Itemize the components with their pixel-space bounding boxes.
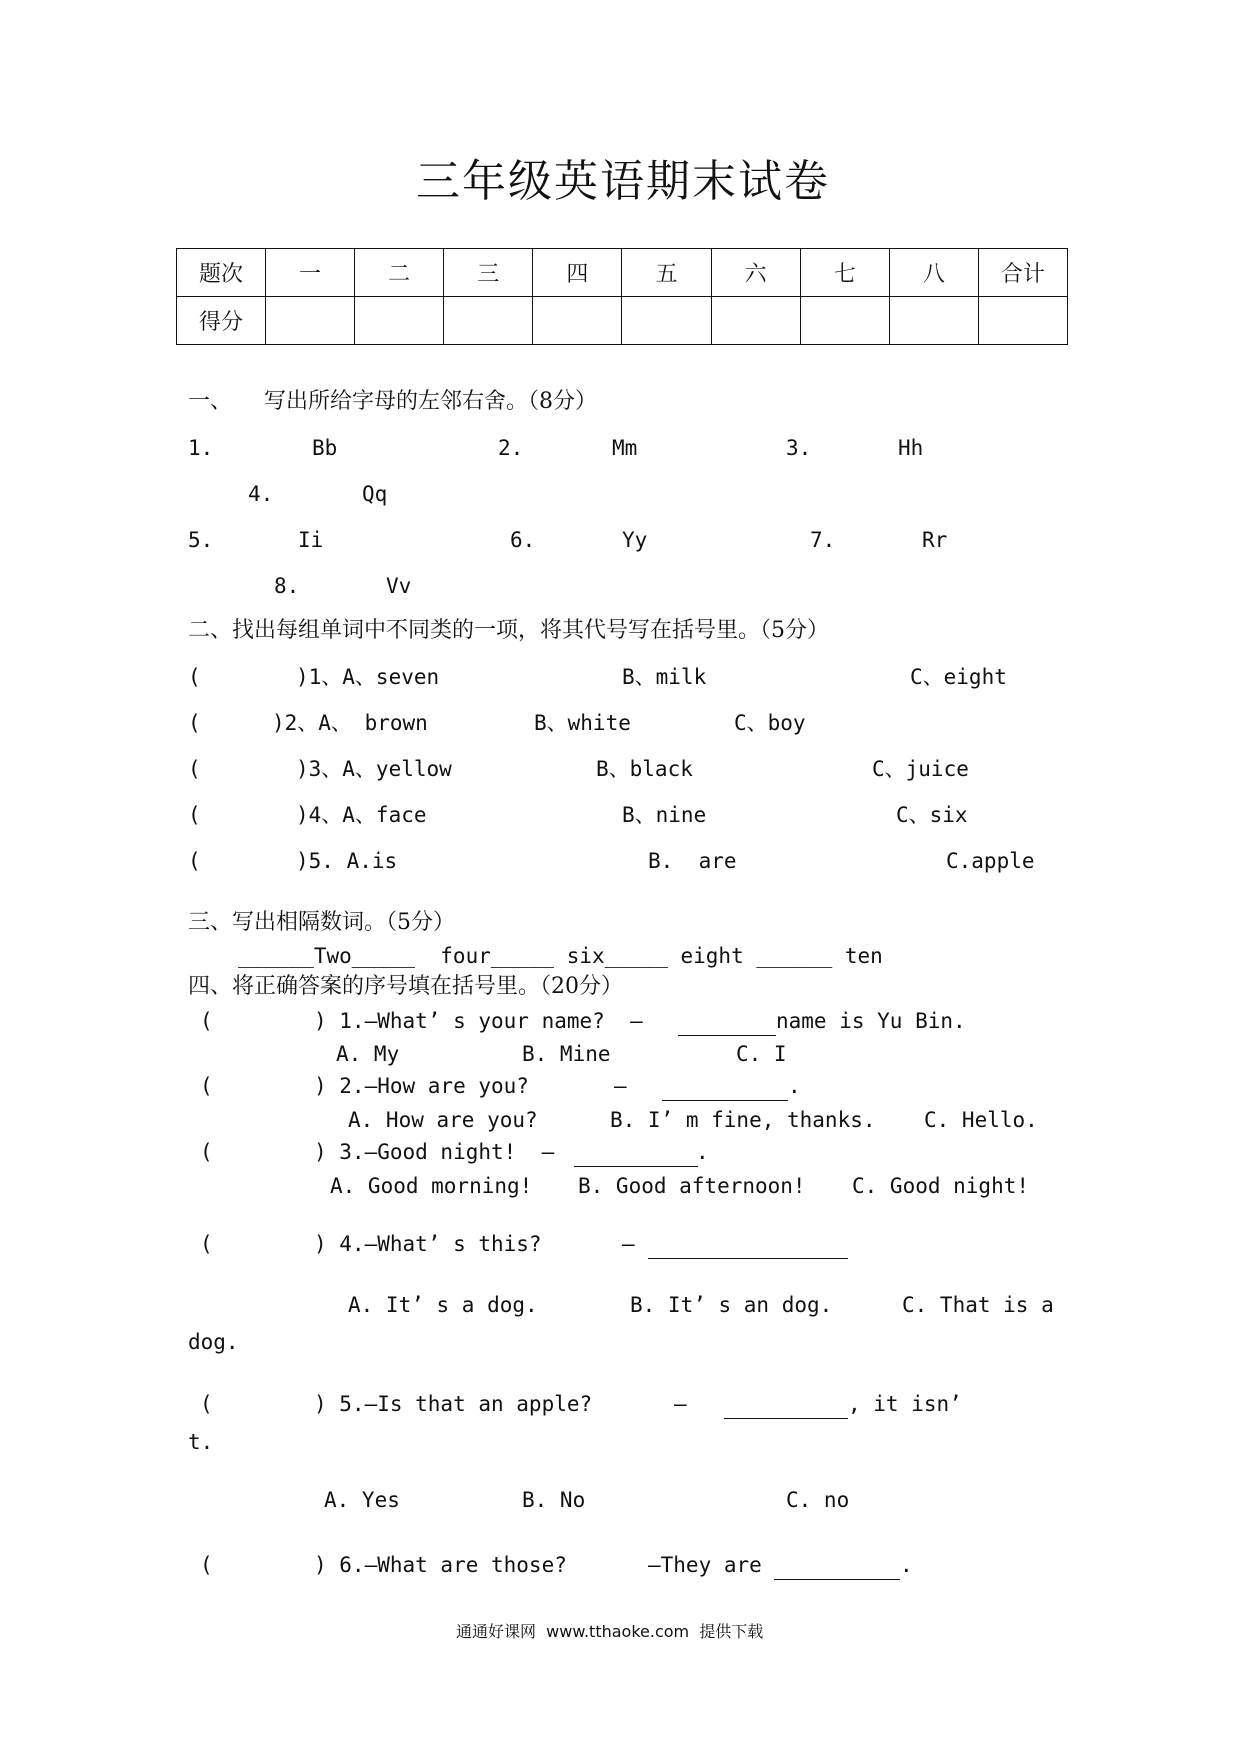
option-b: B. I’ m fine, thanks. [610,1108,876,1132]
letter-item-letter: Yy [622,528,648,552]
option-b: B. It’ s an dog. [630,1293,833,1317]
question-stem: ) 6.—What are those? [314,1553,567,1577]
answer-paren[interactable]: ( [200,1009,213,1033]
answer-blank[interactable] [724,1394,848,1419]
option-a: A. My [336,1042,400,1066]
option-b: B. Mine [522,1042,611,1066]
answer-paren[interactable]: ( [200,1232,213,1256]
letter-item-num: 7. [810,528,836,552]
option-c: C、six [896,803,968,827]
score-row-label: 得分 [177,297,266,345]
question-tail: , it isn’ [848,1392,962,1416]
letter-item-letter: Vv [386,574,412,598]
question-stem: ) 4.—What’ s this? [314,1232,542,1256]
score-table [176,248,1068,345]
score-header-cell: 一 [266,249,355,297]
score-table-header-row [177,249,1068,297]
option-a: A. How are you? [348,1108,538,1132]
score-input-cell[interactable] [800,297,889,345]
question-stem: ) 3.—Good night! — [314,1140,555,1164]
question-tail: name is Yu Bin. [776,1009,966,1033]
answer-paren[interactable]: ( [188,711,201,735]
letter-item-letter: Bb [312,436,338,460]
answer-blank[interactable] [678,1011,776,1036]
dash: — [622,1232,635,1256]
answer-paren[interactable]: ( [188,665,201,689]
option-c: C. Hello. [924,1108,1038,1132]
score-header-cell: 二 [355,249,444,297]
dash: — [614,1074,627,1098]
answer-paren[interactable]: ( [188,803,201,827]
dash: — [674,1392,687,1416]
question-stem: )1、A、seven [296,665,440,689]
letter-item-num: 8. [274,574,300,598]
section4-heading: 四、将正确答案的序号填在括号里。（20分） [188,974,623,999]
option-b: B. are [648,849,737,873]
answer-paren[interactable]: ( [188,849,201,873]
option-c: C、juice [872,757,969,781]
score-header-cell: 合计 [978,249,1067,297]
score-header-cell: 题次 [177,249,266,297]
score-input-cell[interactable] [266,297,355,345]
question-tail: . [696,1140,709,1164]
letter-item-num: 4. [248,482,274,506]
section2-heading: 二、找出每组单词中不同类的一项，将其代号写在括号里。（5分） [188,618,829,643]
option-c: C. no [786,1488,850,1512]
score-table-score-row [177,297,1068,345]
answer-blank[interactable] [648,1234,848,1259]
question-tail: . [900,1553,913,1577]
section1-heading-num: 一、 [188,389,233,414]
letter-item-letter: Rr [922,528,948,552]
letter-item-num: 5. [188,528,214,552]
letter-item-letter: Mm [612,436,638,460]
score-input-cell[interactable] [978,297,1067,345]
option-c: C.apple [946,849,1035,873]
option-a: A. It’ s a dog. [348,1293,538,1317]
score-input-cell[interactable] [622,297,711,345]
section3-heading: 三、写出相隔数词。（5分） [188,910,455,935]
score-input-cell[interactable] [355,297,444,345]
answer-paren[interactable]: ( [200,1074,213,1098]
option-b: B、nine [622,803,707,827]
option-c: C. That is a [902,1293,1054,1317]
option-b: B. Good afternoon! [578,1174,806,1198]
question-tail: . [788,1074,801,1098]
answer-blank[interactable] [662,1076,788,1101]
option-a: A. Yes [324,1488,400,1512]
letter-item-letter: Ii [298,528,324,552]
letter-item-num: 2. [498,436,524,460]
question-stem: )2、A、 brown [272,711,428,735]
question-tail-continued: t. [188,1430,214,1454]
answer-paren[interactable]: ( [200,1553,213,1577]
option-c-continued: dog. [188,1330,239,1354]
question-stem: )5. A.is [296,849,398,873]
answer-blank[interactable] [574,1142,698,1167]
score-header-cell: 五 [622,249,711,297]
letter-item-num: 3. [786,436,812,460]
letter-item-letter: Hh [898,436,924,460]
option-c: C、eight [910,665,1007,689]
score-header-cell: 七 [800,249,889,297]
question-stem: ) 1.—What’ s your name? — [314,1009,643,1033]
score-header-cell: 八 [889,249,978,297]
score-header-cell: 六 [711,249,800,297]
section1-heading: 写出所给字母的左邻右舍。（8分） [264,389,597,414]
score-input-cell[interactable] [444,297,533,345]
answer-paren[interactable]: ( [200,1140,213,1164]
question-mid: —They are [648,1553,762,1577]
page-title: 三年级英语期末试卷 [416,156,830,207]
number-sequence-line[interactable]: ______Two_____ four_____ six_____ eight ______ ten [238,944,883,968]
option-b: B、milk [622,665,707,689]
option-c: C、boy [734,711,806,735]
option-b: B、white [534,711,631,735]
score-input-cell[interactable] [533,297,622,345]
answer-paren[interactable]: ( [188,757,201,781]
answer-paren[interactable]: ( [200,1392,213,1416]
score-input-cell[interactable] [889,297,978,345]
footer-credit: 通通好课网 www.tthaoke.com 提供下载 [456,1622,764,1641]
option-b: B、black [596,757,693,781]
answer-blank[interactable] [774,1555,900,1580]
question-stem: ) 5.—Is that an apple? [314,1392,593,1416]
question-stem: )3、A、yellow [296,757,452,781]
letter-item-num: 1. [188,436,214,460]
score-header-cell: 三 [444,249,533,297]
question-stem: )4、A、face [296,803,427,827]
letter-item-num: 6. [510,528,536,552]
option-b: B. No [522,1488,586,1512]
letter-item-letter: Qq [362,482,388,506]
score-header-cell: 四 [533,249,622,297]
question-stem: ) 2.—How are you? [314,1074,529,1098]
option-a: A. Good morning! [330,1174,533,1198]
option-c: C. Good night! [852,1174,1030,1198]
score-input-cell[interactable] [711,297,800,345]
option-c: C. I [736,1042,787,1066]
